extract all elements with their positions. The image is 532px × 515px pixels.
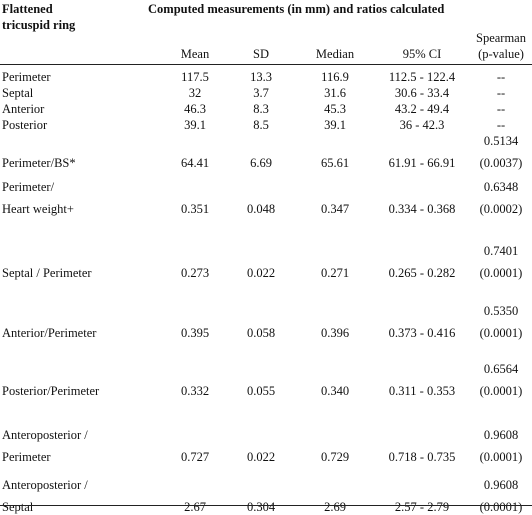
col-header-median: Median bbox=[315, 47, 355, 61]
cell-spearman-pvalue: (0.0002) bbox=[479, 202, 523, 216]
cell-mean: 32 bbox=[188, 86, 202, 100]
row-label-line2: Perimeter bbox=[2, 450, 51, 464]
cell-median: 0.729 bbox=[320, 450, 350, 464]
row-label: Perimeter bbox=[2, 70, 51, 84]
cell-sd: 0.022 bbox=[246, 450, 276, 464]
cell-mean: 2.67 bbox=[184, 500, 206, 514]
cell-mean: 117.5 bbox=[181, 70, 209, 84]
cell-median: 65.61 bbox=[320, 156, 350, 170]
cell-mean: 46.3 bbox=[184, 102, 206, 116]
cell-median: 0.271 bbox=[320, 266, 350, 280]
cell-median: 39.1 bbox=[324, 118, 346, 132]
col-header-ci: 95% CI bbox=[402, 47, 442, 61]
cell-spearman-pvalue: (0.0001) bbox=[479, 450, 523, 464]
cell-mean: 39.1 bbox=[184, 118, 206, 132]
cell-median: 31.6 bbox=[324, 86, 346, 100]
cell-sd: 13.3 bbox=[250, 70, 272, 84]
row-label: Septal / Perimeter bbox=[2, 266, 92, 280]
row-label: Perimeter/BS* bbox=[2, 156, 76, 170]
row-label: Posterior/Perimeter bbox=[2, 384, 100, 398]
header-rule bbox=[0, 64, 532, 65]
cell-mean: 0.727 bbox=[180, 450, 210, 464]
cell-ci: 61.91 - 66.91 bbox=[388, 156, 456, 170]
cell-sd: 3.7 bbox=[253, 86, 269, 100]
cell-sd: 6.69 bbox=[250, 156, 272, 170]
cell-ci: 2.57 - 2.79 bbox=[394, 500, 450, 514]
bottom-rule bbox=[0, 505, 532, 506]
cell-ci: 0.311 - 0.353 bbox=[388, 384, 456, 398]
cell-spearman: 0.5350 bbox=[483, 304, 519, 318]
cell-ci: 0.373 - 0.416 bbox=[388, 326, 456, 340]
group-title: Computed measurements (in mm) and ratios calculated bbox=[148, 2, 445, 16]
cell-sd: 0.055 bbox=[246, 384, 276, 398]
cell-median: 0.396 bbox=[320, 326, 350, 340]
cell-spearman-pvalue: (0.0001) bbox=[479, 384, 523, 398]
cell-spearman-pvalue: (0.0001) bbox=[479, 326, 523, 340]
cell-median: 0.347 bbox=[320, 202, 350, 216]
cell-mean: 0.332 bbox=[180, 384, 210, 398]
col-header-mean: Mean bbox=[180, 47, 210, 61]
row-label: Anteroposterior / bbox=[2, 428, 88, 442]
cell-ci: 30.6 - 33.4 bbox=[394, 86, 450, 100]
cell-sd: 8.5 bbox=[253, 118, 269, 132]
row-label-header-line1: Flattened bbox=[2, 2, 53, 16]
cell-sd: 8.3 bbox=[253, 102, 269, 116]
cell-spearman-pvalue: (0.0037) bbox=[479, 156, 523, 170]
row-label: Anterior/Perimeter bbox=[2, 326, 97, 340]
cell-spearman: 0.6564 bbox=[483, 362, 519, 376]
cell-mean: 0.395 bbox=[180, 326, 210, 340]
row-label-line2: Heart weight+ bbox=[2, 202, 74, 216]
cell-spearman-pvalue: (0.0001) bbox=[479, 266, 523, 280]
row-label: Posterior bbox=[2, 118, 48, 132]
cell-ci: 0.265 - 0.282 bbox=[388, 266, 456, 280]
cell-ci: 0.334 - 0.368 bbox=[388, 202, 456, 216]
cell-spearman: -- bbox=[496, 102, 506, 116]
cell-ci: 36 - 42.3 bbox=[399, 118, 445, 132]
cell-sd: 0.304 bbox=[246, 500, 276, 514]
cell-mean: 64.41 bbox=[180, 156, 210, 170]
row-label: Anterior bbox=[2, 102, 45, 116]
col-header-spearman: Spearman bbox=[476, 31, 526, 45]
cell-spearman: 0.9608 bbox=[483, 428, 519, 442]
row-label: Perimeter/ bbox=[2, 180, 55, 194]
cell-spearman: 0.7401 bbox=[483, 244, 519, 258]
cell-median: 116.9 bbox=[321, 70, 349, 84]
cell-ci: 0.718 - 0.735 bbox=[388, 450, 456, 464]
cell-spearman: -- bbox=[496, 86, 506, 100]
row-label-line2: Septal bbox=[2, 500, 34, 514]
cell-median: 0.340 bbox=[320, 384, 350, 398]
cell-spearman: 0.5134 bbox=[483, 134, 519, 148]
cell-median: 2.69 bbox=[324, 500, 346, 514]
cell-median: 45.3 bbox=[324, 102, 346, 116]
cell-sd: 0.058 bbox=[246, 326, 276, 340]
row-label: Septal bbox=[2, 86, 34, 100]
cell-mean: 0.351 bbox=[180, 202, 210, 216]
cell-ci: 112.5 - 122.4 bbox=[388, 70, 456, 84]
cell-ci: 43.2 - 49.4 bbox=[394, 102, 450, 116]
cell-mean: 0.273 bbox=[180, 266, 210, 280]
col-header-sd: SD bbox=[253, 47, 269, 61]
cell-sd: 0.022 bbox=[246, 266, 276, 280]
cell-spearman: -- bbox=[496, 118, 506, 132]
cell-sd: 0.048 bbox=[246, 202, 276, 216]
cell-spearman: 0.6348 bbox=[483, 180, 519, 194]
cell-spearman-pvalue: (0.0001) bbox=[479, 500, 523, 514]
cell-spearman: -- bbox=[496, 70, 506, 84]
col-header-spearman-pvalue: (p-value) bbox=[478, 47, 524, 61]
row-label-header-line2: tricuspid ring bbox=[2, 18, 76, 32]
row-label: Anteroposterior / bbox=[2, 478, 88, 492]
cell-spearman: 0.9608 bbox=[483, 478, 519, 492]
